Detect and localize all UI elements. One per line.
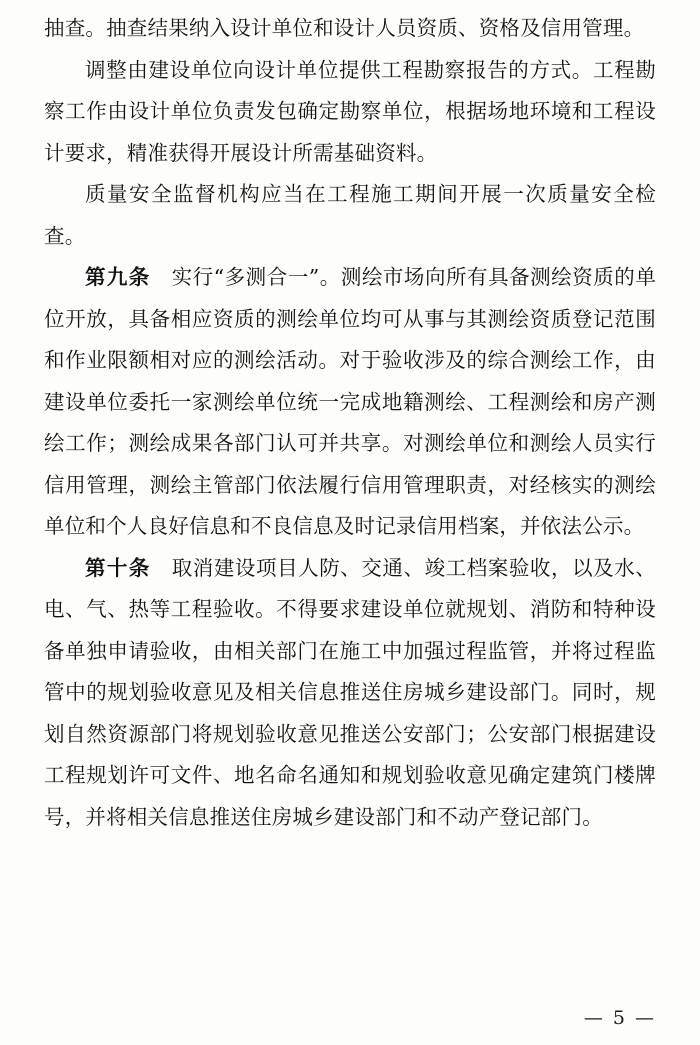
paragraph-text: 抽查。抽查结果纳入设计单位和设计人员资质、资格及信用管理。 bbox=[44, 16, 645, 40]
paragraph-text: 调整由建设单位向设计单位提供工程勘察报告的方式。工程勘察工作由设计单位负责发包确定勘察单位，根据场地环境和工程设计要求，精准获得开展设计所需基础资料。 bbox=[44, 57, 656, 165]
article-label-10: 第十条 bbox=[85, 555, 151, 580]
article-label-9: 第九条 bbox=[85, 265, 151, 289]
paragraph-text: 取消建设项目人防、交通、竣工档案验收，以及水、电、气、热等工程验收。不得要求建设单位就规划、消防和特种设备单独申请验收，由相关部门在施工中加强过程监管，并将过程监管中的规划验收意见及相关信息推送住房城乡建设部门。同时，规划自然资源部门将规划验收意见推送公安部门；公安部门根据建设工程规划许可文件、地名命名通知和规划验收意见确定建筑门楼牌号，并将相关信息推送住房城乡建设部门和不动产登记部门。 bbox=[44, 555, 656, 829]
page-footer bbox=[0, 1007, 656, 1029]
paragraph-article-9 bbox=[44, 257, 656, 548]
document-body bbox=[44, 8, 656, 838]
paragraph bbox=[44, 174, 656, 257]
paragraph-text: 质量安全监督机构应当在工程施工期间开展一次质量安全检查。 bbox=[44, 182, 656, 248]
page-number: — 5 — bbox=[583, 1007, 656, 1029]
paragraph bbox=[44, 8, 656, 50]
paragraph bbox=[44, 50, 656, 175]
paragraph-article-10 bbox=[44, 548, 656, 839]
paragraph-text: 实行“多测合一”。测绘市场向所有具备测绘资质的单位开放，具备相应资质的测绘单位均可从事与其测绘资质登记范围和作业限额相对应的测绘活动。对于验收涉及的综合测绘工作，由建设单位委托一家测绘单位统一完成地籍测绘、工程测绘和房产测绘工作；测绘成果各部门认可并共享。对测绘单位和测绘人员实行信用管理，测绘主管部门依法履行信用管理职责，对经核实的测绘单位和个人良好信息和不良信息及时记录信用档案，并依法公示。 bbox=[44, 265, 657, 538]
